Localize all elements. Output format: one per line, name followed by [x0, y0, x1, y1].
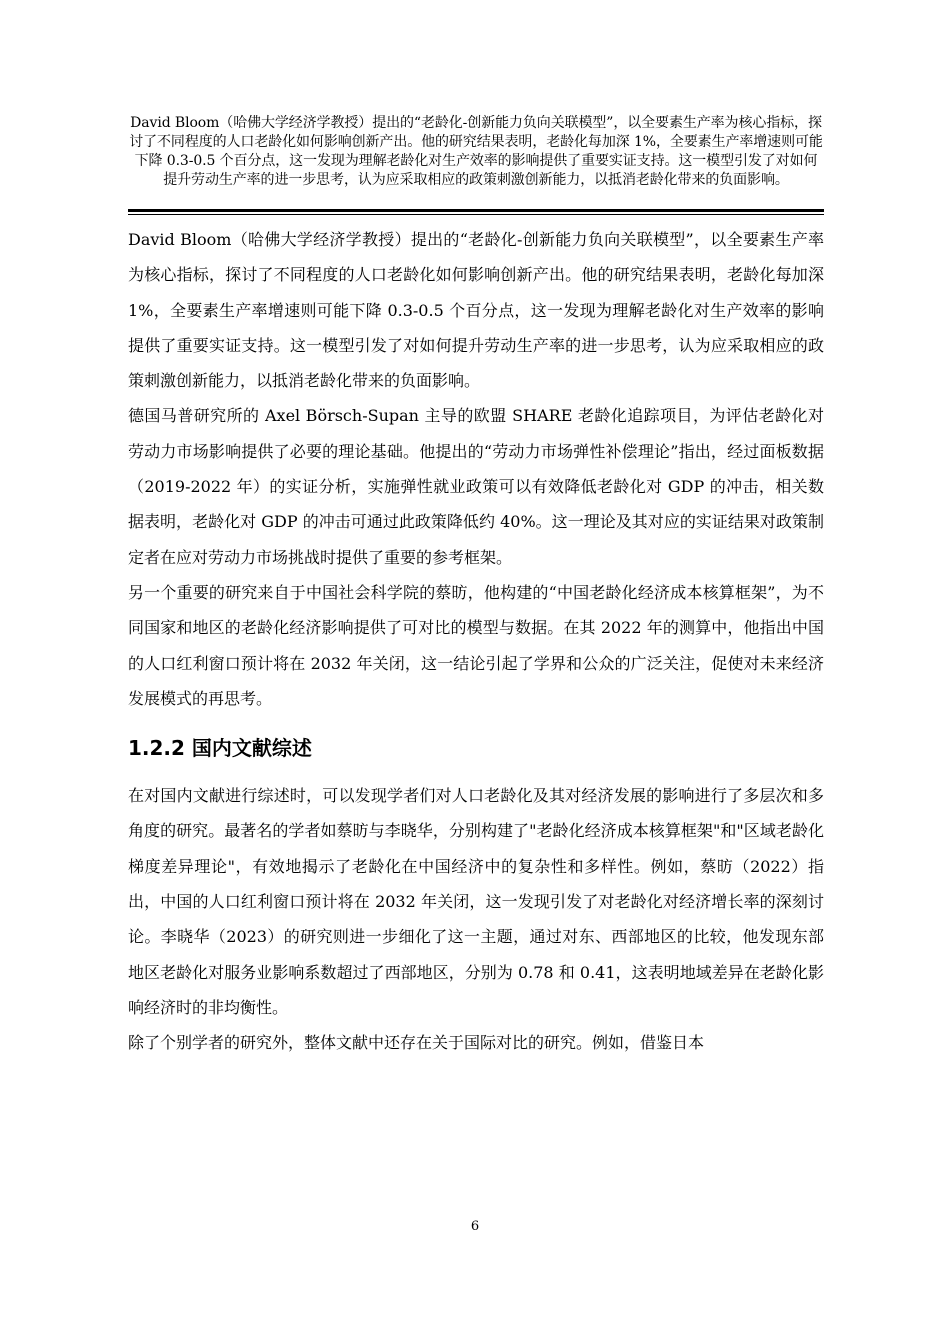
paragraph-domestic-review: 在对国内文献进行综述时，可以发现学者们对人口老龄化及其对经济发展的影响进行了多层次和多角度的研究。最著名的学者如蔡昉与李晓华，分别构建了"老龄化经济成本核算框架"和"区域老龄化梯度差异理论"，有效地揭示了老龄化在中国经济中的复杂性和多样性。例如，蔡昉（2022）指出，中国的人口红利窗口预计将在 2032 年关闭，这一发现引发了对老龄化对经济增长率的深刻讨论。李晓华（2023）的研究则进一步细化了这一主题，通过对东、西部地区的比较，他发现东部地区老龄化对服务业影响系数超过了西部地区，分别为 0.78 和 0.41，这表明地域差异在老龄化影响经济时的非均衡性。: [128, 786, 824, 1017]
paragraph-international: 除了个别学者的研究外，整体文献中还存在关于国际对比的研究。例如，借鉴日本: [128, 1033, 705, 1053]
section-heading: 1.2.2 国内文献综述: [128, 736, 312, 761]
paragraph-borsch-supan: 德国马普研究所的 Axel Börsch-Supan 主导的欧盟 SHARE 老龄化追踪项目，为评估老龄化对劳动力市场影响提供了必要的理论基础。他提出的“劳动力市场弹性补偿理论”指出，经过面板数据（2019-2022 年）的实证分析，实施弹性就业政策可以有效降低老龄化对 GDP 的冲击，相关数据表明，老龄化对 GDP 的冲击可通过此政策降低约 40%。这一理论及其对应的实证结果对政策制定者在应对劳动力市场挑战时提供了重要的参考框架。: [128, 406, 824, 567]
page-number: 6: [470, 1219, 480, 1234]
paragraph-cai-fang: 另一个重要的研究来自于中国社会科学院的蔡昉，他构建的“中国老龄化经济成本核算框架”，为不同国家和地区的老龄化经济影响提供了可对比的模型与数据。在其 2022 年的测算中，他指出中国的人口红利窗口预计将在 2032 年关闭，这一结论引起了学界和公众的广泛关注，促使对未来经济发展模式的再思考。: [128, 582, 824, 708]
running-header: David Bloom（哈佛大学经济学教授）提出的“老龄化-创新能力负向关联模型”，以全要素生产率为核心指标，探讨了不同程度的人口老龄化如何影响创新产出。他的研究结果表明，老龄化每加深 1%，全要素生产率增速则可能下降 0.3-0.5 个百分点，这一发现为理解老龄化对生产效率的影响提供了重要实证支持。这一模型引发了对如何提升劳动生产率的进一步思考，认为应采取相应的政策刺激创新能力，以抵消老龄化带来的负面影响。: [129, 115, 823, 188]
paragraph-bloom: David Bloom（哈佛大学经济学教授）提出的“老龄化-创新能力负向关联模型”，以全要素生产率为核心指标，探讨了不同程度的人口老龄化如何影响创新产出。他的研究结果表明，老龄化每加深 1%，全要素生产率增速则可能下降 0.3-0.5 个百分点，这一发现为理解老龄化对生产效率的影响提供了重要实证支持。这一模型引发了对如何提升劳动生产率的进一步思考，认为应采取相应的政策刺激创新能力，以抵消老龄化带来的负面影响。: [128, 230, 824, 391]
document-body: [128, 222, 824, 1061]
header-rule-thick: [128, 209, 824, 212]
header-rule-thin: [128, 214, 824, 215]
